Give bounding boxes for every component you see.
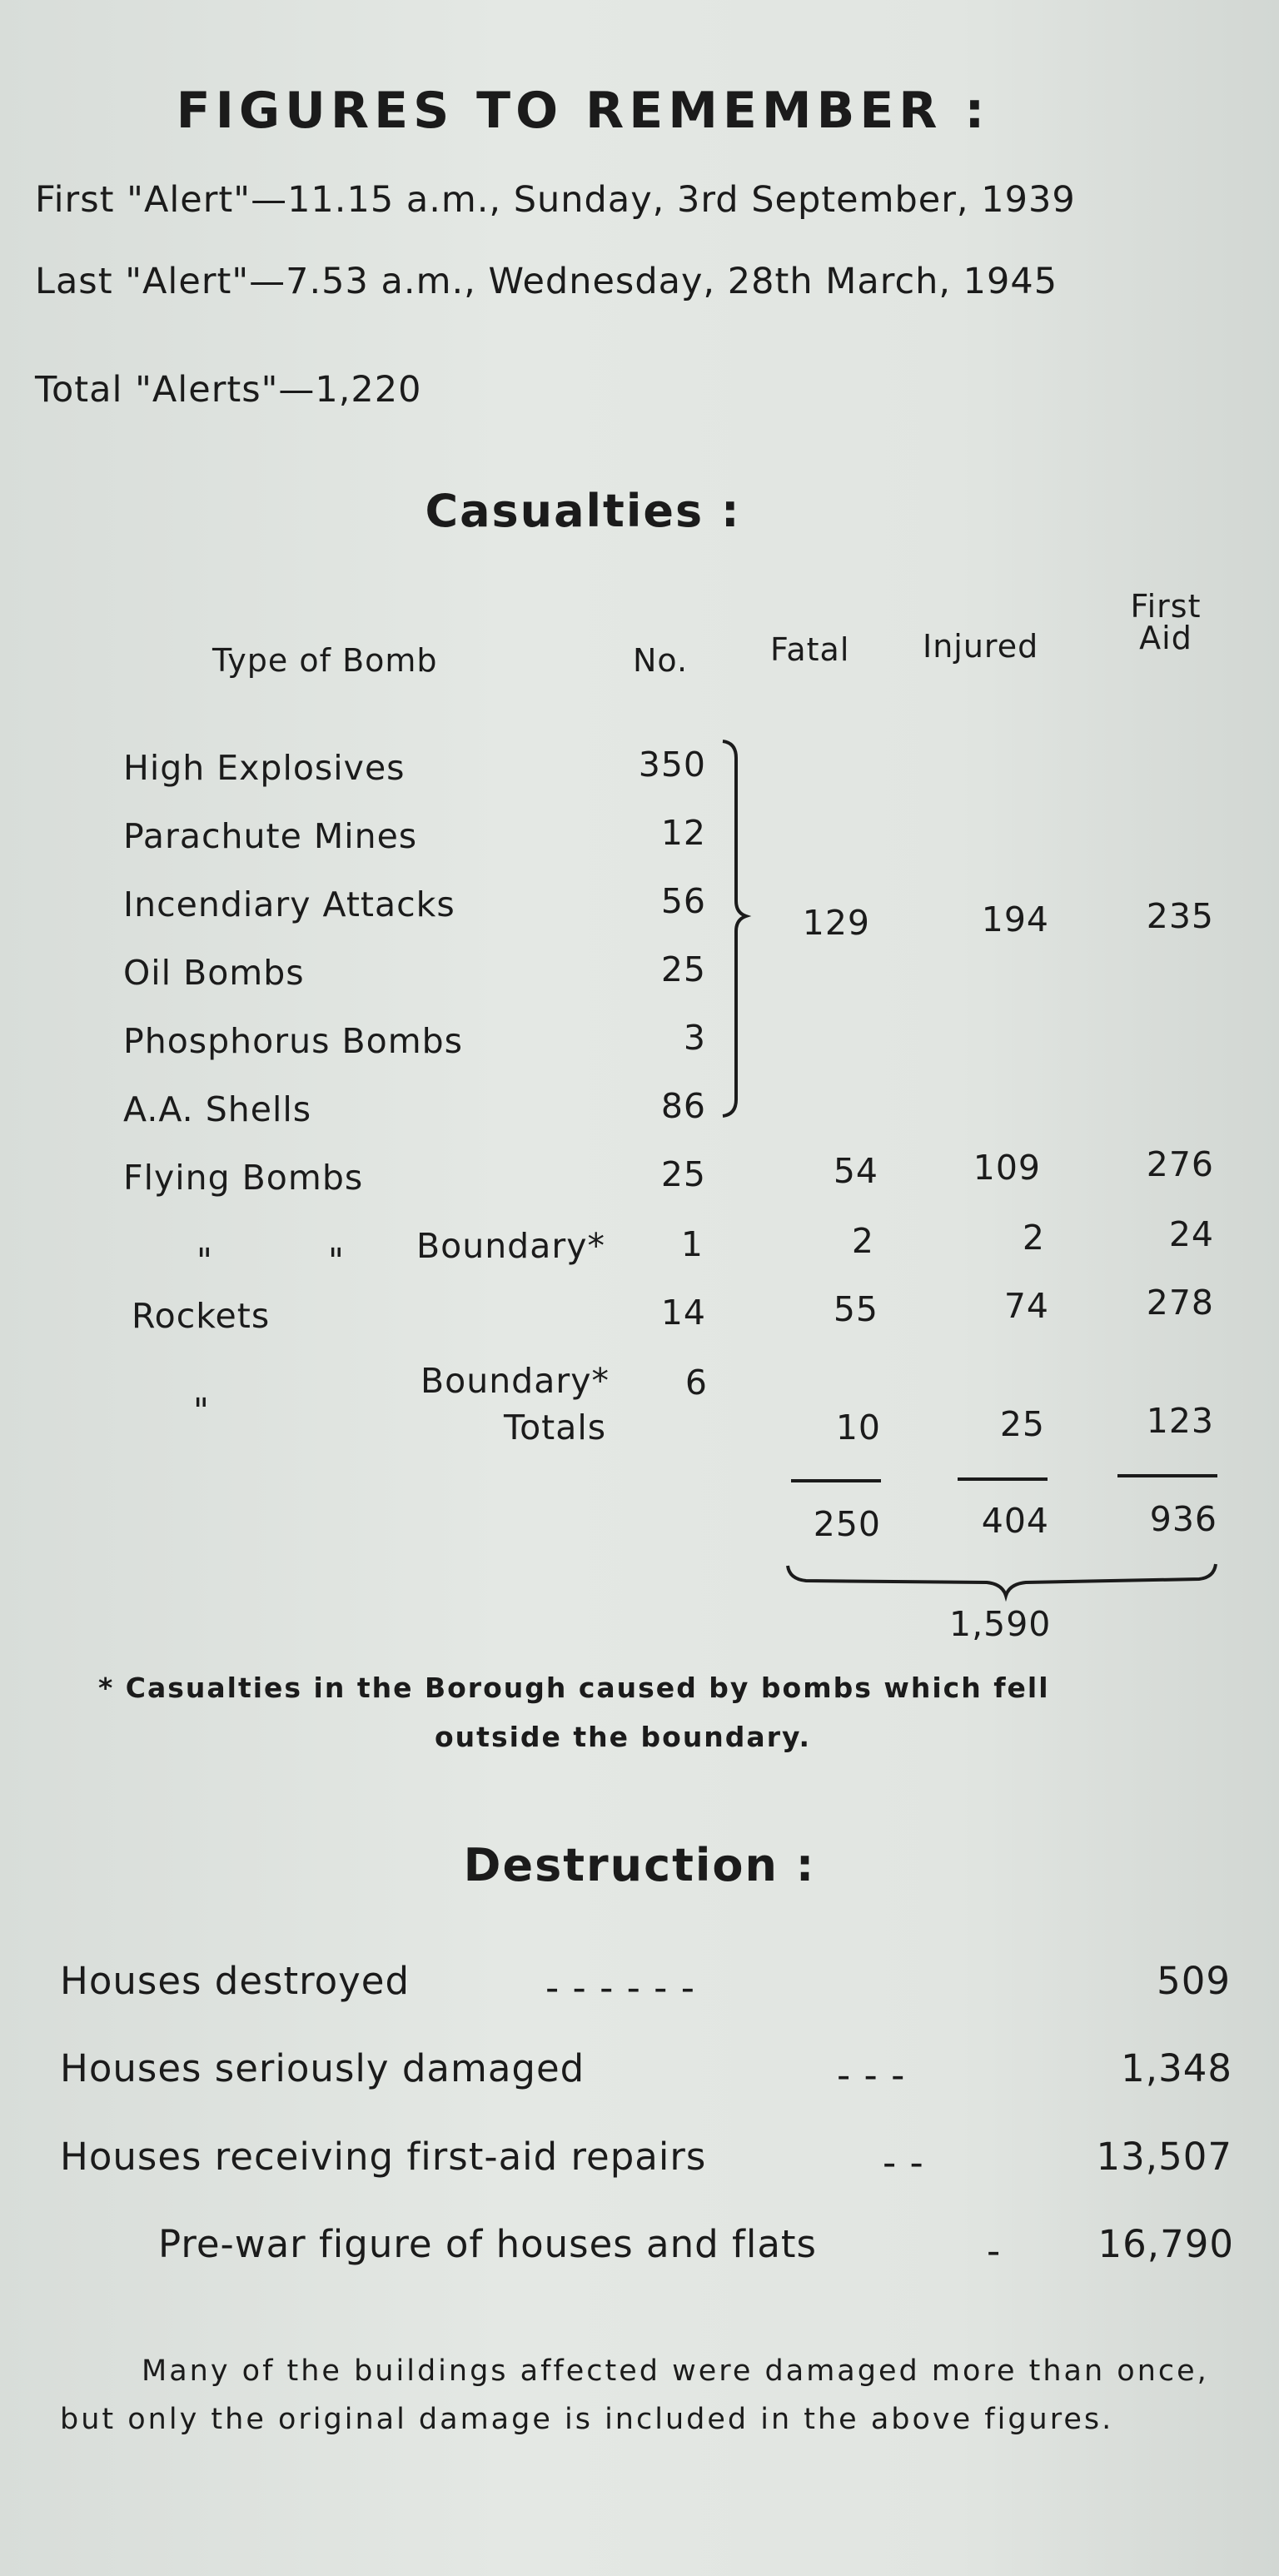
total-first-aid: 936 bbox=[1149, 1499, 1217, 1539]
destruction-label: Houses receiving first-aid repairs bbox=[60, 2135, 707, 2179]
row-type: A.A. Shells bbox=[123, 1089, 312, 1129]
casualties-heading: Casualties : bbox=[425, 485, 741, 537]
row-injured: 109 bbox=[973, 1148, 1041, 1188]
totals-label: Totals bbox=[504, 1408, 607, 1447]
destruction-heading: Destruction : bbox=[463, 1839, 816, 1891]
header-type-of-bomb: Type of Bomb bbox=[212, 642, 438, 679]
row-no: 3 bbox=[683, 1018, 706, 1058]
total-injured: 404 bbox=[981, 1501, 1049, 1541]
leader-dashes: - - - - - - bbox=[545, 1966, 695, 2010]
header-first-aid-line2: Aid bbox=[1139, 620, 1192, 656]
leader-dashes: - bbox=[987, 2229, 1002, 2273]
header-no: No. bbox=[633, 642, 689, 679]
row-no: 56 bbox=[660, 881, 706, 921]
row-type: Parachute Mines bbox=[123, 816, 418, 856]
row-type: High Explosives bbox=[123, 748, 406, 788]
header-fatal: Fatal bbox=[770, 631, 850, 668]
row-type: Oil Bombs bbox=[123, 953, 305, 993]
row-first-aid: 123 bbox=[1146, 1401, 1214, 1441]
row-fatal: 10 bbox=[835, 1408, 881, 1447]
destruction-value: 13,507 bbox=[1096, 2135, 1232, 2179]
row-type: Rockets bbox=[132, 1296, 271, 1336]
last-alert-line: Last "Alert"—7.53 a.m., Wednesday, 28th March, 1945 bbox=[35, 261, 1058, 302]
row-no: 350 bbox=[638, 745, 706, 785]
leader-dashes: - - - bbox=[837, 2053, 906, 2097]
row-no: 14 bbox=[660, 1293, 706, 1333]
destruction-value: 509 bbox=[1157, 1959, 1231, 2003]
row-first-aid: 276 bbox=[1146, 1144, 1214, 1184]
ditto-mark: " bbox=[328, 1241, 345, 1281]
grouped-injured: 194 bbox=[981, 899, 1049, 939]
row-fatal: 54 bbox=[833, 1151, 878, 1191]
grouped-fatal: 129 bbox=[802, 903, 870, 943]
destruction-value: 1,348 bbox=[1121, 2046, 1232, 2090]
destruction-label: Pre-war figure of houses and flats bbox=[158, 2222, 818, 2266]
row-type: Flying Bombs bbox=[123, 1158, 364, 1198]
row-no: 12 bbox=[660, 813, 706, 853]
footnote-line1: * Casualties in the Borough caused by bombs which fell bbox=[98, 1672, 1050, 1704]
row-no: 86 bbox=[660, 1086, 706, 1126]
row-type: Boundary* bbox=[416, 1226, 605, 1266]
destruction-label: Houses destroyed bbox=[60, 1959, 411, 2003]
row-no: 6 bbox=[684, 1363, 708, 1403]
row-injured: 74 bbox=[1003, 1286, 1049, 1326]
row-fatal: 55 bbox=[833, 1289, 878, 1329]
destruction-value: 16,790 bbox=[1097, 2222, 1234, 2266]
row-no: 25 bbox=[660, 1154, 706, 1194]
row-first-aid: 278 bbox=[1146, 1283, 1214, 1323]
row-fatal: 2 bbox=[851, 1221, 874, 1261]
first-alert-line: First "Alert"—11.15 a.m., Sunday, 3rd September, 1939 bbox=[35, 179, 1076, 221]
footnote-line2: outside the boundary. bbox=[435, 1721, 811, 1753]
row-injured: 2 bbox=[1022, 1218, 1045, 1258]
row-injured: 25 bbox=[999, 1404, 1045, 1444]
page-title: FIGURES TO REMEMBER : bbox=[176, 82, 990, 140]
leader-dashes: - - bbox=[883, 2140, 924, 2185]
row-no: 25 bbox=[660, 949, 706, 989]
ditto-mark: " bbox=[193, 1391, 210, 1431]
row-first-aid: 24 bbox=[1168, 1214, 1214, 1254]
total-alerts-line: Total "Alerts"—1,220 bbox=[35, 369, 422, 411]
closing-note: Many of the buildings affected were damaged more than once, but only the original damage is included in the above figures. bbox=[60, 2354, 1209, 2436]
total-fatal: 250 bbox=[813, 1504, 881, 1544]
row-type: Boundary* bbox=[421, 1361, 610, 1401]
header-injured: Injured bbox=[923, 628, 1039, 665]
grouped-first-aid: 235 bbox=[1146, 896, 1214, 936]
ditto-mark: " bbox=[197, 1241, 213, 1281]
row-type: Incendiary Attacks bbox=[123, 884, 455, 924]
row-type: Phosphorus Bombs bbox=[123, 1021, 464, 1061]
header-first-aid-line1: First bbox=[1130, 588, 1202, 625]
row-no: 1 bbox=[680, 1224, 704, 1264]
destruction-label: Houses seriously damaged bbox=[60, 2046, 585, 2090]
grand-total: 1,590 bbox=[949, 1604, 1052, 1644]
